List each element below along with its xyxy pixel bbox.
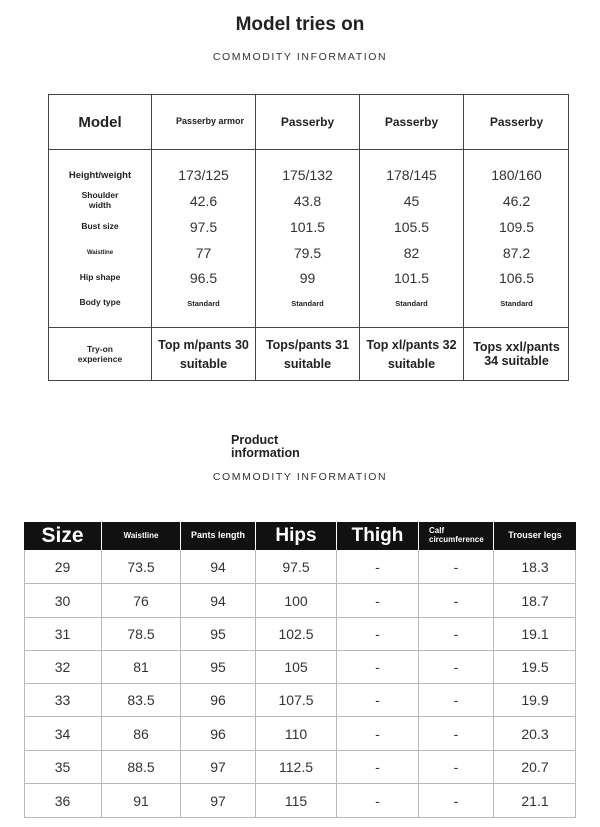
measure-cell: 107.5: [278, 692, 314, 708]
size-cell: 30: [54, 592, 71, 609]
model-name: Passerby: [489, 115, 544, 129]
product-subtitle: COMMODITY INFORMATION: [212, 471, 388, 483]
value-cell: 77: [195, 245, 212, 261]
row-label-bust: Bust size: [81, 221, 119, 232]
measure-cell: -: [453, 759, 459, 775]
measure-cell: 20.7: [521, 759, 549, 775]
value-cell: Standard: [291, 298, 324, 308]
row-label-shoulder: Shoulder width: [81, 190, 119, 210]
tryon-cell: Tops xxl/pants 34 suitable: [473, 339, 560, 368]
model-name: Passerby armor: [176, 116, 245, 127]
value-cell: 82: [403, 245, 420, 261]
row-label-hip: Hip shape: [79, 272, 121, 283]
row-label-waist: Waistline: [86, 250, 114, 256]
measure-cell: -: [453, 592, 459, 609]
value-cell: 106.5: [498, 270, 535, 286]
size-header: Pants length: [181, 522, 255, 550]
product-title: Product information: [231, 433, 300, 461]
measure-cell: -: [453, 725, 459, 742]
measure-cell: 96: [210, 725, 226, 742]
measure-cell: -: [375, 759, 380, 775]
measure-cell: 95: [210, 659, 226, 675]
row-label-height-weight: Height/weight: [68, 169, 132, 181]
measure-cell: 76: [133, 592, 149, 609]
tryon-label: Try-on experience: [77, 343, 123, 364]
value-cell: 43.8: [293, 193, 322, 209]
size-cell: 36: [54, 792, 71, 809]
value-cell: 101.5: [289, 219, 326, 235]
size-cell: 29: [54, 558, 71, 575]
measure-cell: 88.5: [127, 759, 155, 775]
measure-cell: 83.5: [127, 692, 155, 708]
value-cell: 79.5: [293, 245, 322, 261]
measure-cell: -: [375, 659, 380, 675]
size-cell: 34: [54, 725, 71, 742]
value-cell: 45: [403, 193, 420, 209]
measure-cell: 19.1: [521, 626, 549, 642]
value-cell: 96.5: [189, 270, 218, 286]
value-cell: 42.6: [189, 193, 218, 209]
measure-cell: 97: [210, 759, 226, 775]
measure-cell: -: [375, 725, 380, 742]
measure-cell: -: [453, 659, 459, 675]
model-header-label: Model: [78, 113, 122, 131]
measure-cell: 115: [284, 792, 308, 809]
measure-cell: 100: [284, 592, 308, 609]
value-cell: 105.5: [393, 219, 430, 235]
size-cell: 35: [54, 759, 71, 775]
measure-cell: 112.5: [279, 759, 313, 775]
value-cell: Standard: [187, 298, 220, 308]
measure-cell: 94: [210, 558, 226, 575]
measure-cell: 94: [210, 592, 226, 609]
measure-cell: -: [375, 692, 380, 708]
measure-cell: -: [375, 792, 380, 809]
measure-cell: 19.9: [521, 692, 549, 708]
size-table: [24, 522, 576, 818]
value-cell: 46.2: [502, 193, 531, 209]
value-cell: 175/132: [282, 167, 333, 183]
measure-cell: 95: [210, 626, 226, 642]
measure-cell: -: [453, 626, 459, 642]
measure-cell: 86: [133, 725, 149, 742]
page-subtitle: COMMODITY INFORMATION: [212, 51, 388, 63]
row-label-body-type: Body type: [79, 297, 121, 308]
model-name: Passerby: [280, 115, 335, 129]
measure-cell: -: [453, 558, 459, 575]
measure-cell: 96: [210, 692, 226, 708]
value-cell: 97.5: [189, 219, 218, 235]
measure-cell: -: [453, 792, 459, 809]
measure-cell: 81: [133, 659, 149, 675]
value-cell: 87.2: [502, 245, 531, 261]
size-header: Calf circumference: [419, 522, 493, 550]
measure-cell: 105: [284, 659, 308, 675]
measure-cell: 102.5: [278, 626, 314, 642]
size-header: Thigh: [337, 522, 418, 550]
measure-cell: 18.7: [521, 592, 549, 609]
size-cell: 32: [54, 659, 71, 675]
size-header: Size: [24, 522, 101, 550]
measure-cell: -: [375, 626, 380, 642]
measure-cell: 78.5: [127, 626, 155, 642]
measure-cell: 97: [210, 792, 226, 809]
value-cell: 178/145: [386, 167, 437, 183]
measure-cell: 18.3: [521, 558, 549, 575]
measure-cell: 21.1: [521, 792, 549, 809]
measure-cell: 110: [284, 725, 308, 742]
value-cell: Standard: [395, 298, 428, 308]
page-title: Model tries on: [235, 14, 365, 35]
value-cell: 109.5: [498, 219, 535, 235]
tryon-cell: Tops/pants 31 suitable: [265, 337, 350, 371]
measure-cell: 73.5: [127, 558, 155, 575]
size-header: Waistline: [102, 522, 180, 550]
measure-cell: -: [453, 692, 459, 708]
value-cell: 99: [299, 270, 316, 286]
measure-cell: 19.5: [521, 659, 549, 675]
model-table: [48, 94, 569, 381]
tryon-cell: Top xl/pants 32 suitable: [366, 337, 457, 371]
measure-cell: 20.3: [521, 725, 549, 742]
value-cell: 180/160: [491, 167, 542, 183]
value-cell: Standard: [500, 298, 533, 308]
size-cell: 33: [54, 692, 71, 708]
measure-cell: -: [375, 558, 380, 575]
measure-cell: 97.5: [282, 558, 310, 575]
measure-cell: 91: [133, 792, 149, 809]
tryon-cell: Top m/pants 30 suitable: [158, 337, 249, 371]
size-cell: 31: [54, 626, 71, 642]
measure-cell: -: [375, 592, 380, 609]
value-cell: 101.5: [393, 270, 430, 286]
model-name: Passerby: [384, 115, 439, 129]
size-header: Trouser legs: [494, 522, 576, 550]
size-header: Hips: [256, 522, 336, 550]
value-cell: 173/125: [178, 167, 229, 183]
